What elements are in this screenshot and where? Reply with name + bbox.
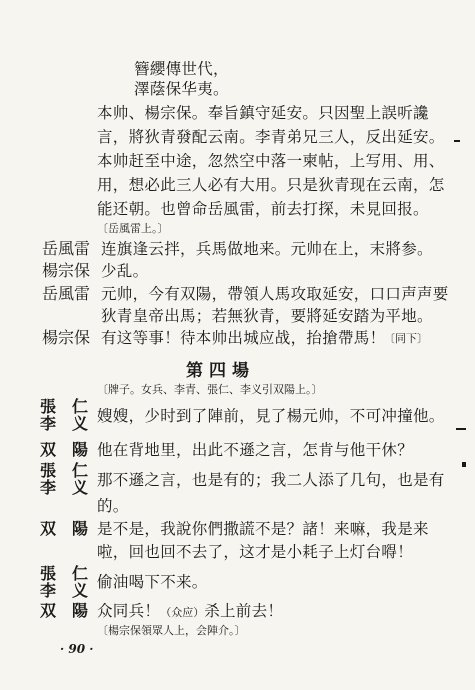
stage-direction: 〔同下〕 [384,332,428,345]
speech-line: 有这等事！待本帅出城应战，抬搶帶馬！ [101,329,386,347]
speech-text: 众同兵！ [97,602,161,620]
speaker-name: 張 仁 [40,397,89,416]
speech-line: 连旗逢云拌，兵馬做地来。元帅在上，末將参。 [101,240,433,258]
speaker-name: 楊宗保 [42,261,91,280]
verse-line: 澤蔭保华夷。 [134,80,229,98]
stage-direction: 〔岳風雷上。〕 [97,222,169,235]
inline-direction: （众应） [160,606,205,619]
speech-line: 少乱。 [101,262,149,280]
speaker-name: 双 陽 [40,440,89,459]
speech-line: 嫂嫂，少时到了陣前，見了楊元帅，不可冲撞他。 [97,407,445,425]
speech-line: 用，想必此三人必有大用。只是狄青现在云南，怎 [97,176,445,194]
stage-direction: 〔楊宗保領眾人上，会陣介。〕 [97,624,246,637]
speech-line: 是不是，我說你們撒謊不是？諸！来嘛，我是来 [97,520,429,538]
speaker-name: 李 义 [40,414,89,433]
speech-line: 言，將狄青發配云南。李青弟兄三人，反出延安。 [97,128,445,146]
speech-line: 本帅、楊宗保。奉旨鎮守延安。只因聖上誤听讒 [97,104,429,122]
speech-line: 本帅赶至中途，忽然空中落一柬帖，上写用、用、 [97,152,445,170]
speech-line: 那不遜之言，也是有的；我二人添了几句，也是有 [97,471,445,489]
speaker-name: 張 仁 [40,461,89,480]
speaker-name: 岳風雷 [42,284,91,303]
speaker-name: 張 仁 [40,564,89,583]
speech-line: 他在背地里，出此不遜之言，怎肯与他干休？ [97,441,414,459]
speaker-name: 李 义 [40,478,89,497]
speech-line: 元帅，今有双陽，帶領人馬攻取延安，口口声声要 [101,285,449,303]
speech-line [97,602,283,620]
speech-line: 偷油喝下不来。 [97,573,208,591]
stage-direction: 〔牌子。女兵、李青、張仁、李义引双陽上。〕 [97,383,323,396]
scene-title: 第四場 [186,361,255,381]
speech-line: 的。 [97,497,129,515]
speaker-name: 李 义 [40,581,89,600]
speaker-name: 楊宗保 [42,328,91,347]
speaker-name: 岳風雷 [42,239,91,258]
page-number: · 90 · [60,642,94,656]
speech-line: 能还朝。也曾命岳風雷，前去打探，未見回报。 [97,200,429,218]
speaker-name: 双 陽 [40,601,89,620]
margin-mark [454,140,460,142]
verse-line: 簪纓傳世代， [134,60,229,78]
speech-text: 杀上前去！ [204,602,284,620]
speaker-name: 双 陽 [40,519,89,538]
margin-mark [456,428,466,430]
margin-mark [462,462,466,467]
speech-line: 啦，回也回不去了，这才是小耗子上灯台嘚！ [97,543,414,561]
speech-line: 狄青皇帝出馬；若無狄青，要將延安踏为平地。 [101,307,433,325]
